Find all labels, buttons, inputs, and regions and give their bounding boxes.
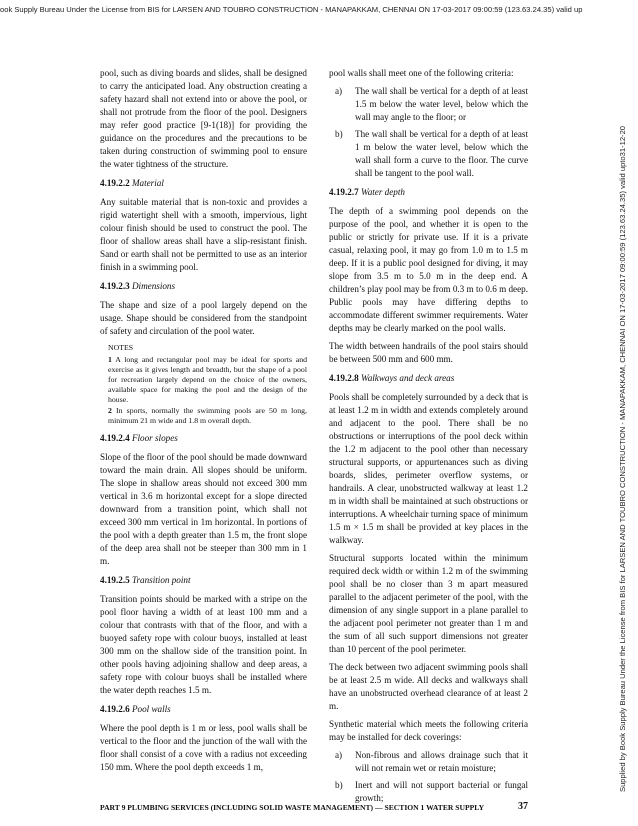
section-number: 4.19.2.7 [329,187,359,197]
footer-text: PART 9 PLUMBING SERVICES (INCLUDING SOLID WASTE MANAGEMENT) — SECTION 1 WATER SUPPLY [100,803,485,812]
criteria-list-item [329,128,528,180]
section-title: Walkways and deck areas [360,373,455,383]
pool-walls-paragraph: Where the pool depth is 1 m or less, pool walls shall be vertical to the floor and the junction of the wall with the floor shall consist of a cove with a radius not exceeding 150 mm. Where the pool depth exceeds 1 m, [100,723,307,772]
section-number: 4.19.2.4 [100,433,130,443]
note-item [108,355,307,405]
section-title: Transition point [131,575,191,585]
transition-point-paragraph: Transition points should be marked with a stripe on the pool floor having a width of at least 100 mm and a colour that contrasts with that of the floor, and with a buoyed safety rope with colour buoys, installed at least 300 mm on the shallow side of the transition point. In other pools having adjoining shallow and deep areas, a safety rope with colour buoys shall be installed where the water depth reaches 1.5 m. [100,594,307,695]
note-number: 1 [108,355,112,364]
list-marker: b) [335,780,343,790]
right-column [329,67,528,809]
handrail-width-paragraph: The width between handrails of the pool stairs should be between 500 mm and 600 mm. [329,341,528,364]
note-text: A long and rectangular pool may be ideal for sports and exercise as it gives length and breadth, but the shape of a pool for recreation largely depend on the choice of the owners, available space for making the pool and the design of the house. [108,355,307,404]
deck-covering-list-item [329,749,528,775]
water-depth-paragraph: The depth of a swimming pool depends on the purpose of the pool, and whether it is open to the public or strictly for private use. If it is a private casual, relaxing pool, it may go from 1.0 m to 1.5 m deep. If it is a public pool designed for diving, it may slope from 3.5 m to 5.0 m in the deep end. A children’s play pool may be from 0.3 m to 0.6 m deep. Public pools may have differing depths to accommodate different swimmer requirements. Water depths may be clearly marked on the pool walls. [329,206,528,333]
section-title: Pool walls [131,704,171,714]
material-paragraph: Any suitable material that is non-toxic and provides a rigid watertight shell with a smooth, impervious, light colour finish should be used to construct the pool. The floor of shallow areas shall have a slip-resistant finish. Sand or earth shall not be permitted to use as an interior finish in a swimming pool. [100,197,307,272]
left-column [100,67,307,779]
section-number: 4.19.2.8 [329,373,359,383]
note-text: In sports, normally the swimming pools are 50 m long, minimum 21 m wide and 1.8 m overall depth. [108,406,307,425]
list-item-text: The wall shall be vertical for a depth of at least 1.5 m below the water level, below which the wall may angle to the floor; or [355,86,528,122]
section-title: Dimensions [131,281,176,291]
section-title: Floor slopes [131,433,178,443]
section-heading-water-depth [329,186,528,199]
pool-fittings-paragraph: pool, such as diving boards and slides, shall be designed to carry the anticipated load. Any obstruction creating a safety hazard shall not extend into or above the pool, or shall not protrude from the floor of the pool. Designers may refer good practice [9-1(18)] for providing the guidance on the procedures and the precautions to be taken during construction of swimming pool to ensure the water tightness of the structure. [100,68,307,169]
section-number: 4.19.2.6 [100,704,130,714]
deck-covering-list-item [329,779,528,805]
page-number: 37 [518,801,528,812]
notes-title: NOTES [108,343,134,352]
note-number: 2 [108,406,112,415]
deck-width-paragraph: Pools shall be completely surrounded by a deck that is at least 1.2 m in width and extends completely around and adjacent to the pool. There shall be no obstructions or interruptions of the pool deck within the 1.2 m adjacent to the pool other than necessary structural supports, or appurtenances such as diving boards, slides, perimeter overflow systems, or handrails. A clear, unobstructed walkway at least 1.2 m in width shall be maintained at such obstructions or interruptions. A wheelchair turning space of minimum 1.5 m × 1.5 m shall be provided at key places in the walkway. [329,392,528,545]
license-watermark-side-container [614,52,636,792]
criteria-list-item [329,85,528,124]
list-marker: a) [335,750,343,760]
section-title: Material [131,178,164,188]
list-item-text: The wall shall be vertical for a depth of at least 1 m below the water level, below which the wall shall form a curve to the floor. The curve shall be tangent to the pool wall. [355,129,528,178]
synthetic-material-paragraph: Synthetic material which meets the following criteria may be installed for deck coverings: [329,719,528,742]
section-number: 4.19.2.2 [100,178,130,188]
list-marker: a) [335,86,343,96]
section-heading-walkways [329,372,528,385]
list-item-text: Inert and will not support bacterial or fungal growth; [355,780,528,803]
adjacent-pools-paragraph: The deck between two adjacent swimming pools shall be at least 2.5 m wide. All decks and walkways shall have an unobstructed overhead clearance of at least 2 m. [329,662,528,711]
section-heading-material [100,177,307,190]
license-watermark-side: Supplied by Book Supply Bureau Under the License from BIS for LARSEN AND TOUBRO CONSTRUCTION - MANAPAKKAM, CHENNAI ON 17-03-2017 09:00:59 (123.63.24.35) valid upto31-12-20 [618,125,627,792]
list-item-text: Non-fibrous and allows drainage such that it will not remain wet or retain moisture; [355,750,528,773]
note-item [108,406,307,426]
section-heading-floor-slopes [100,432,307,445]
section-heading-pool-walls [100,703,307,716]
notes-block [108,343,307,426]
dimensions-paragraph: The shape and size of a pool largely depend on the usage. Shape should be considered from the standpoint of safety and circulation of the pool water. [100,300,307,336]
section-heading-transition-point [100,574,307,587]
section-number: 4.19.2.3 [100,281,130,291]
section-number: 4.19.2.5 [100,575,130,585]
license-watermark-top: ook Supply Bureau Under the License from BIS for LARSEN AND TOUBRO CONSTRUCTION - MANAPAKKAM, CHENNAI ON 17-03-2017 09:00:59 (123.63.24.35) valid up [0,5,583,14]
section-title: Water depth [360,187,405,197]
page-footer [100,803,528,812]
pool-walls-criteria-intro: pool walls shall meet one of the following criteria: [329,68,514,78]
floor-slopes-paragraph: Slope of the floor of the pool should be made downward toward the main drain. All slopes should be uniform. The slope in shallow areas should not exceed 300 mm vertical in 3.6 m horizontal except for a slope directed downward from a transition point, which shall not exceed 300 mm vertical in 1m horizontal. In portions of the pool with a depth greater than 1.5 m, the front slope of the deep area shall not be steeper than 300 mm in 1 m. [100,452,307,566]
structural-supports-paragraph: Structural supports located within the minimum required deck width or within 1.2 m of the swimming pool shall be no closer than 3 m apart measured parallel to the adjacent perimeter of the pool, with the dimension of any single support in a plane parallel to the adjacent pool perimeter not greater than 1 m and the sum of all such support dimensions not greater than 10 percent of the pool perimeter. [329,553,528,654]
list-marker: b) [335,129,343,139]
section-heading-dimensions [100,280,307,293]
